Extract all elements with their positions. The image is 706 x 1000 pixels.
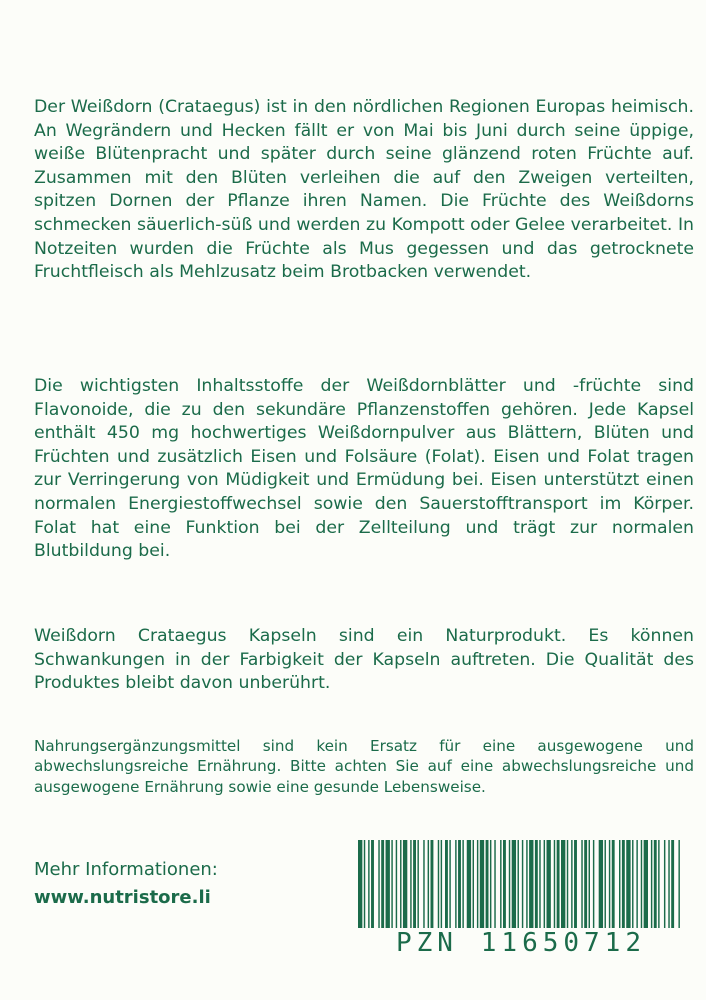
- barcode-bar: [526, 840, 527, 928]
- barcode-bar: [671, 840, 674, 928]
- barcode-bar: [512, 840, 516, 928]
- disclaimer-paragraph: Nahrungsergänzungsmittel sind kein Ersatz für eine ausgewogene und abwechslungsreiche Ernährung. Bitte achten Sie auf eine abwechslungsreiche und ausgewogene Ernährung sowie eine gesunde Lebensweise.: [34, 737, 694, 796]
- barcode-bar: [554, 840, 555, 928]
- barcode-bar: [423, 840, 424, 928]
- barcode-bar: [664, 840, 665, 928]
- barcode-bar: [467, 840, 471, 928]
- barcode-bar: [622, 840, 625, 928]
- barcode-bar: [509, 840, 510, 928]
- barcode-bar: [636, 840, 637, 928]
- barcode-bar: [539, 840, 540, 928]
- barcode-bar: [641, 840, 642, 928]
- barcode-bar: [441, 840, 442, 928]
- barcode-bar: [358, 840, 362, 928]
- barcode-bar: [445, 840, 448, 928]
- barcode-bar: [410, 840, 411, 928]
- more-info-label: Mehr Informationen:: [34, 859, 218, 880]
- pzn-number: 11650712: [480, 928, 646, 958]
- barcode-bar: [584, 840, 587, 928]
- barcode-bar: [486, 840, 489, 928]
- barcode-bar: [561, 840, 565, 928]
- barcode-bar: [571, 840, 572, 928]
- barcode-bar: [391, 840, 392, 928]
- barcode-bar: [599, 840, 603, 928]
- barcode-bar: [371, 840, 374, 928]
- barcode-bar: [567, 840, 568, 928]
- barcode-bar: [428, 840, 429, 928]
- barcode-bar: [455, 840, 456, 928]
- barcode-bar: [518, 840, 519, 928]
- barcode-bar: [438, 840, 439, 928]
- more-info-block: [34, 856, 218, 912]
- barcode-bar: [458, 840, 461, 928]
- barcode-bar: [678, 840, 679, 928]
- barcode-bar: [593, 840, 594, 928]
- website-link[interactable]: www.nutristore.li: [34, 887, 211, 908]
- natural-product-paragraph: Weißdorn Crataegus Kapseln sind ein Naturprodukt. Es können Schwankungen in der Farbigkeit der Kapseln auftreten. Die Qualität des Produktes bleibt davon unberührt.: [34, 626, 694, 694]
- barcode-bar: [500, 840, 501, 928]
- barcode-bar: [400, 840, 401, 928]
- barcode-bar: [651, 840, 652, 928]
- barcode-bar: [632, 840, 633, 928]
- barcode-bar: [589, 840, 590, 928]
- barcode-bar: [654, 840, 657, 928]
- barcode-bar: [547, 840, 551, 928]
- barcode-bar: [494, 840, 495, 928]
- barcode-bar: [644, 840, 648, 928]
- intro-paragraph: Der Weißdorn (Crataegus) ist in den nördlichen Regionen Europas heimisch. An Wegrändern und Hecken fällt er von Mai bis Juni durch seine üppige, weiße Blütenpracht und später durch seine glänzend roten Früchte auf. Zusammen mit den Blüten verleihen die auf den Zweigen verteilten, spitzen Dornen der Pflanze ihren Namen. Die Früchte des Weißdorns schmecken säuerlich-süß und werden zu Kompott oder Gelee verarbeitet. In Notzeiten wurden die Früchte als Mus gegessen und das getrocknete Fruchtfleisch als Mehlzusatz beim Brotbacken verwendet.: [34, 97, 694, 283]
- barcode-bar: [612, 840, 615, 928]
- barcode-bar: [473, 840, 474, 928]
- barcode-bar: [535, 840, 538, 928]
- barcode-bar: [378, 840, 379, 928]
- barcode-bar: [503, 840, 506, 928]
- barcode-bar: [605, 840, 606, 928]
- barcode-bar: [522, 840, 523, 928]
- barcode-bar: [477, 840, 478, 928]
- barcode-bar: [619, 840, 620, 928]
- ingredients-paragraph: Die wichtigsten Inhaltsstoffe der Weißdornblätter und -früchte sind Flavonoide, die zu den sekundäre Pflanzenstoffen gehören. Jede Kapsel enthält 450 mg hochwertiges Weißdornpulver aus Blättern, Blüten und Früchten und zusätzlich Eisen und Folsäure (Folat). Eisen und Folat tragen zur Verringerung von Müdigkeit und Ermüdung bei. Eisen unterstützt einen normalen Energiestoffwechsel sowie den Sauerstofftransport im Körper. Folat hat eine Funktion bei der Zellteilung und trägt zur normalen Blutbildung bei.: [34, 376, 694, 562]
- barcode-bar: [403, 840, 407, 928]
- barcode-bar: [396, 840, 397, 928]
- barcode-bar: [490, 840, 491, 928]
- barcode-bar: [364, 840, 365, 928]
- barcode-bar: [381, 840, 384, 928]
- barcode-bar: [557, 840, 560, 928]
- barcode-bar: [417, 840, 418, 928]
- barcode-bar: [658, 840, 659, 928]
- barcode-bar: [574, 840, 577, 928]
- barcode-bar: [581, 840, 582, 928]
- barcode-bar: [480, 840, 484, 928]
- barcode-bar: [386, 840, 390, 928]
- pzn-label: [358, 928, 680, 958]
- barcode-bar: [626, 840, 630, 928]
- barcode-bar: [431, 840, 434, 928]
- barcode-bars: [358, 840, 680, 928]
- barcode-bar: [609, 840, 610, 928]
- barcode-bar: [413, 840, 416, 928]
- barcode-bar: [449, 840, 450, 928]
- pzn-prefix: PZN: [396, 928, 458, 958]
- barcode-bar: [668, 840, 669, 928]
- barcode-bar: [544, 840, 545, 928]
- barcode-bar: [529, 840, 533, 928]
- barcode-bar: [462, 840, 463, 928]
- barcode-bar: [368, 840, 369, 928]
